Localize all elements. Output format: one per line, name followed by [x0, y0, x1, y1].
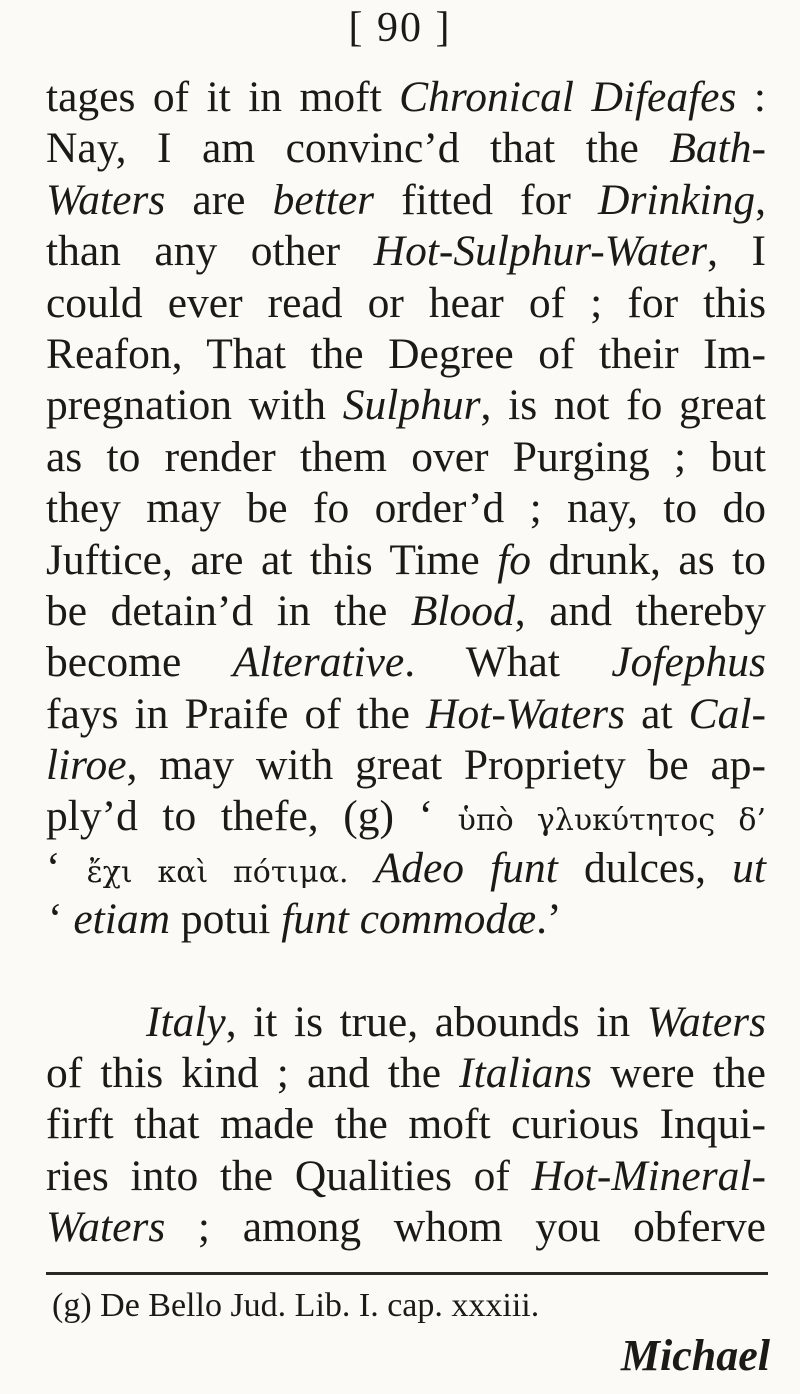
footnote: (g) De Bello Jud. Lib. I. cap. xxxiii. — [52, 1287, 540, 1324]
text-line: ‘ etiam potui funt commodæ.’ — [48, 895, 562, 944]
greek-quote: ἔχι καὶ πότιμα. — [86, 854, 349, 890]
text-line: firft that made the moft curious Inqui- — [46, 1100, 766, 1149]
greek-quote: ὑπὸ γλυκύτητος δ’ — [457, 803, 766, 839]
text-line: ries into the Qualities of Hot-Mineral- — [46, 1151, 766, 1200]
text-line: of this kind ; and the Italians were the — [46, 1049, 766, 1098]
paragraph-gap — [46, 946, 766, 997]
text-line: could ever read or hear of ; for this — [46, 278, 766, 327]
text-line: Juftice, are at this Time fo drunk, as to — [46, 535, 767, 584]
text-line: tages of it in moft Chronical Difeafes : — [46, 73, 766, 121]
page-number: [ 90 ] — [348, 5, 452, 51]
body-text — [46, 72, 766, 1254]
text-line: ply’d to thefe, (g) ‘ ὑπὸ γλυκύτητος δ’ — [46, 792, 766, 841]
text-line: as to render them over Purging ; but — [46, 432, 766, 481]
catchword: Michael — [620, 1331, 770, 1380]
text-line: pregnation with Sulphur, is not fo great — [46, 381, 766, 430]
text-line: Waters ; among whom you obferve — [46, 1203, 766, 1252]
text-line: liroe, may with great Propriety be ap- — [46, 741, 766, 790]
text-line: than any other Hot-Sulphur-Water, I — [46, 227, 766, 276]
footnote-rule — [46, 1272, 768, 1275]
text-line: become Alterative. What Jofephus — [46, 638, 766, 687]
text-line: Waters are better fitted for Drinking, — [46, 175, 766, 224]
text-line: Reafon, That the Degree of their Im- — [46, 329, 766, 378]
text-line: fays in Praife of the Hot-Waters at Cal- — [46, 689, 766, 738]
text-line: Italy, it is true, abounds in Waters — [146, 997, 766, 1046]
text-line: ‘ ἔχι καὶ πότιμα. Adeo funt dulces, ut — [46, 843, 766, 892]
text-line: Nay, I am convinc’d that the Bath- — [46, 124, 766, 173]
text-line: be detain’d in the Blood, and thereby — [46, 586, 766, 635]
text-line: they may be fo order’d ; nay, to do — [46, 484, 766, 533]
